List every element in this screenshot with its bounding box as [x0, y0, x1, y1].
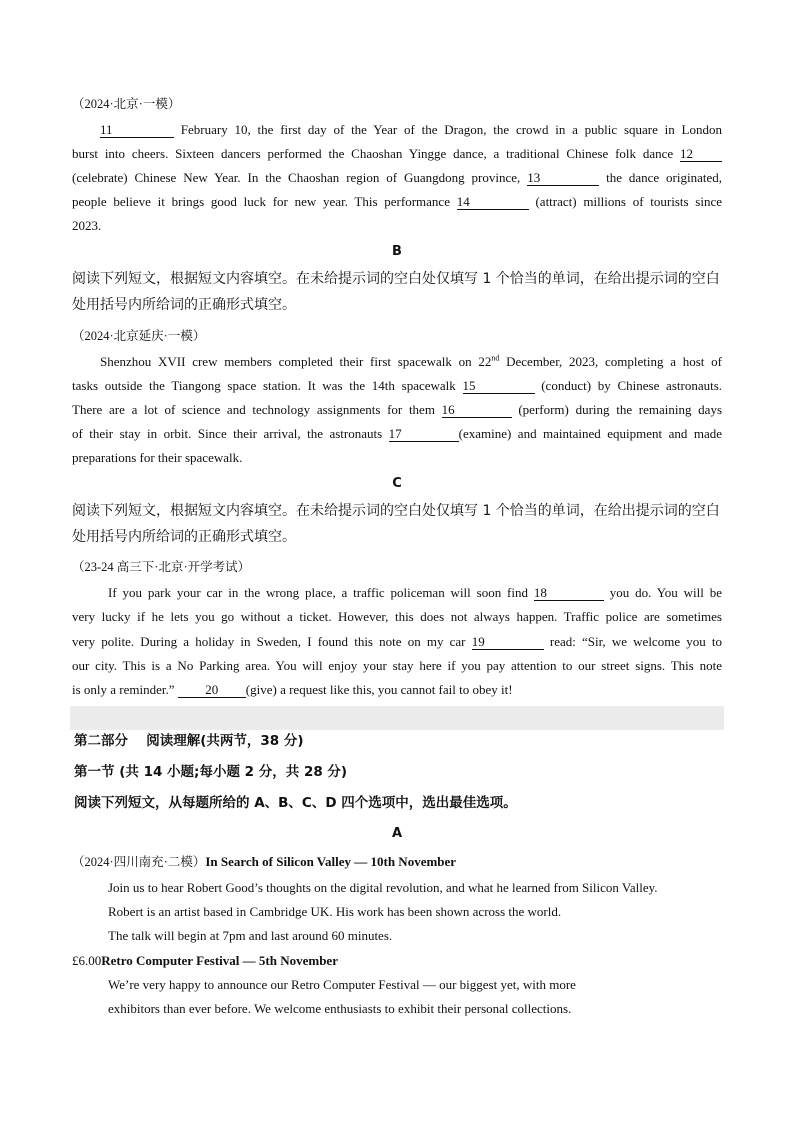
- source-tag: （23-24 高三下·北京·开学考试）: [72, 560, 251, 574]
- event-title: Retro Computer Festival — 5th November: [101, 953, 338, 968]
- instruction-heading: 阅读下列短文，从每题所给的 A、B、C、D 四个选项中，选出最佳选项。: [74, 795, 517, 811]
- instruction-text: 处用括号内所给词的正确形式填空。: [72, 529, 296, 545]
- passage-line: Shenzhou XVII crew members completed their first spacewalk on 22nd December, 2023, completing a host of: [100, 353, 722, 369]
- source-tag: （2024·北京延庆·一模）: [72, 329, 206, 343]
- event-desc: We’re very happy to announce our Retro Computer Festival — our biggest yet, with more: [108, 977, 576, 992]
- passage-line: There are a lot of science and technology assignments for them 16 (perform) during the remaining days: [72, 402, 723, 417]
- blank-14[interactable]: 14: [457, 195, 529, 210]
- divider-band: [70, 706, 724, 730]
- instruction-text: 阅读下列短文，根据短文内容填空。在未给提示词的空白处仅填写 1 个恰当的单词，在给出提示词的空白: [72, 271, 720, 287]
- passage-line: 2023.: [72, 218, 102, 233]
- blank-16[interactable]: 16: [442, 403, 512, 418]
- passage-line: is only a reminder.” 20 (give) a request like this, you cannot fail to obey it!: [72, 682, 513, 697]
- instruction-text: 阅读下列短文，根据短文内容填空。在未给提示词的空白处仅填写 1 个恰当的单词，在给出提示词的空白: [72, 503, 720, 519]
- price-label: £6.00: [72, 953, 102, 968]
- event-title-line: [72, 953, 722, 969]
- section-letter-c: C: [392, 476, 402, 491]
- passage-line: people believe it brings good luck for new year. This performance 14 (attract) millions of tourists since: [72, 194, 723, 209]
- passage-line: our city. This is a No Parking area. You will enjoy your stay here if you pay attention to our street signs. This note: [72, 658, 722, 673]
- blank-18[interactable]: 18: [534, 586, 604, 601]
- event-desc: Join us to hear Robert Good’s thoughts on the digital revolution, and what he learned from Silicon Valley.: [108, 880, 658, 895]
- passage-line: very lucky if he lets you go without a ticket. However, this does not always happen. Traffic police are sometimes: [72, 609, 722, 624]
- part-heading: 第二部分 阅读理解(共两节，38 分): [74, 733, 304, 749]
- event-desc: Robert is an artist based in Cambridge UK. His work has been shown across the world.: [108, 904, 562, 919]
- blank-13[interactable]: 13: [527, 171, 599, 186]
- passage-line: tasks outside the Tiangong space station. It was the 14th spacewalk 15 (conduct) by Chinese astronauts.: [72, 378, 723, 393]
- blank-20[interactable]: 20: [178, 683, 246, 698]
- passage-line: burst into cheers. Sixteen dancers performed the Chaoshan Yingge dance, a traditional Chinese folk dance 12: [72, 146, 722, 162]
- event-desc: The talk will begin at 7pm and last around 60 minutes.: [108, 928, 393, 943]
- blank-17[interactable]: 17: [389, 427, 459, 442]
- event-desc: exhibitors than ever before. We welcome enthusiasts to exhibit their personal collections.: [108, 1001, 572, 1016]
- passage-line: of their stay in orbit. Since their arrival, the astronauts 17 (examine) and maintained equipment and made: [72, 426, 722, 441]
- instruction-text: 处用括号内所给词的正确形式填空。: [72, 297, 296, 313]
- passage-line: preparations for their spacewalk.: [72, 450, 243, 465]
- passage-line: (celebrate) Chinese New Year. In the Chaoshan region of Guangdong province, 13 the dance originated,: [72, 170, 723, 185]
- blank-12[interactable]: 12: [680, 147, 722, 162]
- blank-19[interactable]: 19: [472, 635, 544, 650]
- blank-15[interactable]: 15: [463, 379, 535, 394]
- passage-line: If you park your car in the wrong place, a traffic policeman will soon find 18 you do. You will be: [108, 585, 722, 600]
- passage-line: 11 February 10, the first day of the Year of the Dragon, the crowd in a public square in London: [100, 122, 722, 137]
- event-title-line: （2024·四川南充·二模）In Search of Silicon Valley — 10th November: [72, 854, 457, 869]
- passage-line: very polite. During a holiday in Sweden, I found this note on my car 19 read: “Sir, we welcome you to: [72, 634, 723, 649]
- section-letter-b: B: [392, 244, 402, 259]
- section-heading: 第一节 (共 14 小题;每小题 2 分，共 28 分): [74, 764, 348, 780]
- section-letter-a: A: [391, 826, 403, 841]
- event-title: In Search of Silicon Valley — 10th November: [205, 854, 457, 869]
- blank-11[interactable]: 11: [100, 123, 174, 138]
- source-tag: （2024·北京·一模）: [72, 97, 181, 111]
